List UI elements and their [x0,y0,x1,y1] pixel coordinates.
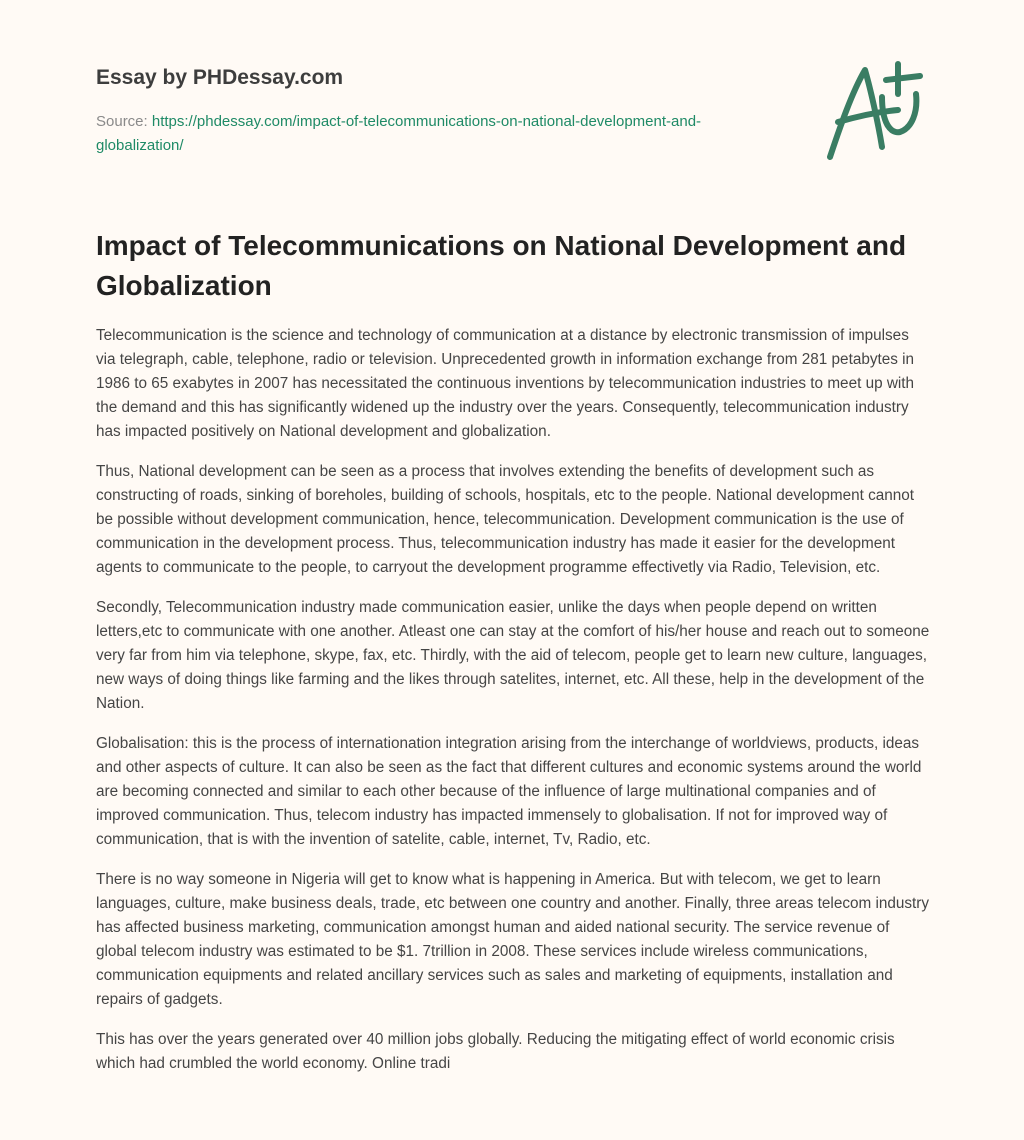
source-line [96,110,776,158]
brand-title: Essay by PHDessay.com [96,66,344,89]
paragraph: There is no way someone in Nigeria will get to know what is happening in America. But with telecom, we get to learn languages, culture, make business deals, trade, etc between one country and another. Finally, three areas telecom industry has affected business marketing, communication amongst human and aided national security. The service revenue of global telecom industry was estimated to be $1. 7trillion in 2008. These services include wireless communications, communication equipments and related ancillary services such as sales and marketing of equipments, installation and repairs of gadgets. [96,871,930,1008]
paragraph: Thus, National development can be seen as a process that involves extending the benefits of development such as constructing of roads, sinking of boreholes, building of schools, hospitals, etc to the people. National development cannot be possible without development communication, hence, telecommunication. Development communication is the use of communication in the development process. Thus, telecommunication industry has made it easier for the development agents to communicate to the people, to carryout the development programme effectivetly via Radio, Television, etc. [96,463,915,576]
paragraph: Secondly, Telecommunication industry made communication easier, unlike the days when people depend on written letters,etc to communicate with one another. Atleast one can stay at the comfort of his/her house and reach out to someone very far from him via telephone, skype, fax, etc. Thirdly, with the aid of telecom, people get to learn new culture, languages, new ways of doing things like farming and the likes through satelites, internet, etc. All these, help in the development of the Nation. [96,599,930,712]
paragraph: This has over the years generated over 40 million jobs globally. Reducing the mitigating effect of world economic crisis which had crumbled the world economy. Online tradi [96,1031,895,1072]
article-title: Impact of Telecommunications on National Development and Globalization [96,230,907,301]
article-body [96,324,932,1092]
paragraph: Telecommunication is the science and technology of communication at a distance by electronic transmission of impulses via telegraph, cable, telephone, radio or television. Unprecedented growth in information exchange from 281 petabytes in 1986 to 65 exabytes in 2007 has necessitated the continuous inventions by telecommunication industries to meet up with the demand and this has significantly widened up the industry over the years. Consequently, telecommunication industry has impacted positively on National development and globalization. [96,327,915,440]
source-link[interactable]: https://phdessay.com/impact-of-telecommunications-on-national-development-and-globalization/ [96,113,702,154]
source-label: Source: [96,113,148,130]
paragraph: Globalisation: this is the process of internationation integration arising from the interchange of worldviews, products, ideas and other aspects of culture. It can also be seen as the fact that different cultures and economic systems around the world are becoming connected and similar to each other because of the influence of large multinational companies and of improved communication. Thus, telecom industry has impacted immensely to globalisation. If not for improved way of communication, that is with the invention of satelite, cable, internet, Tv, Radio, etc. [96,735,922,848]
a-plus-logo-icon [820,52,930,164]
